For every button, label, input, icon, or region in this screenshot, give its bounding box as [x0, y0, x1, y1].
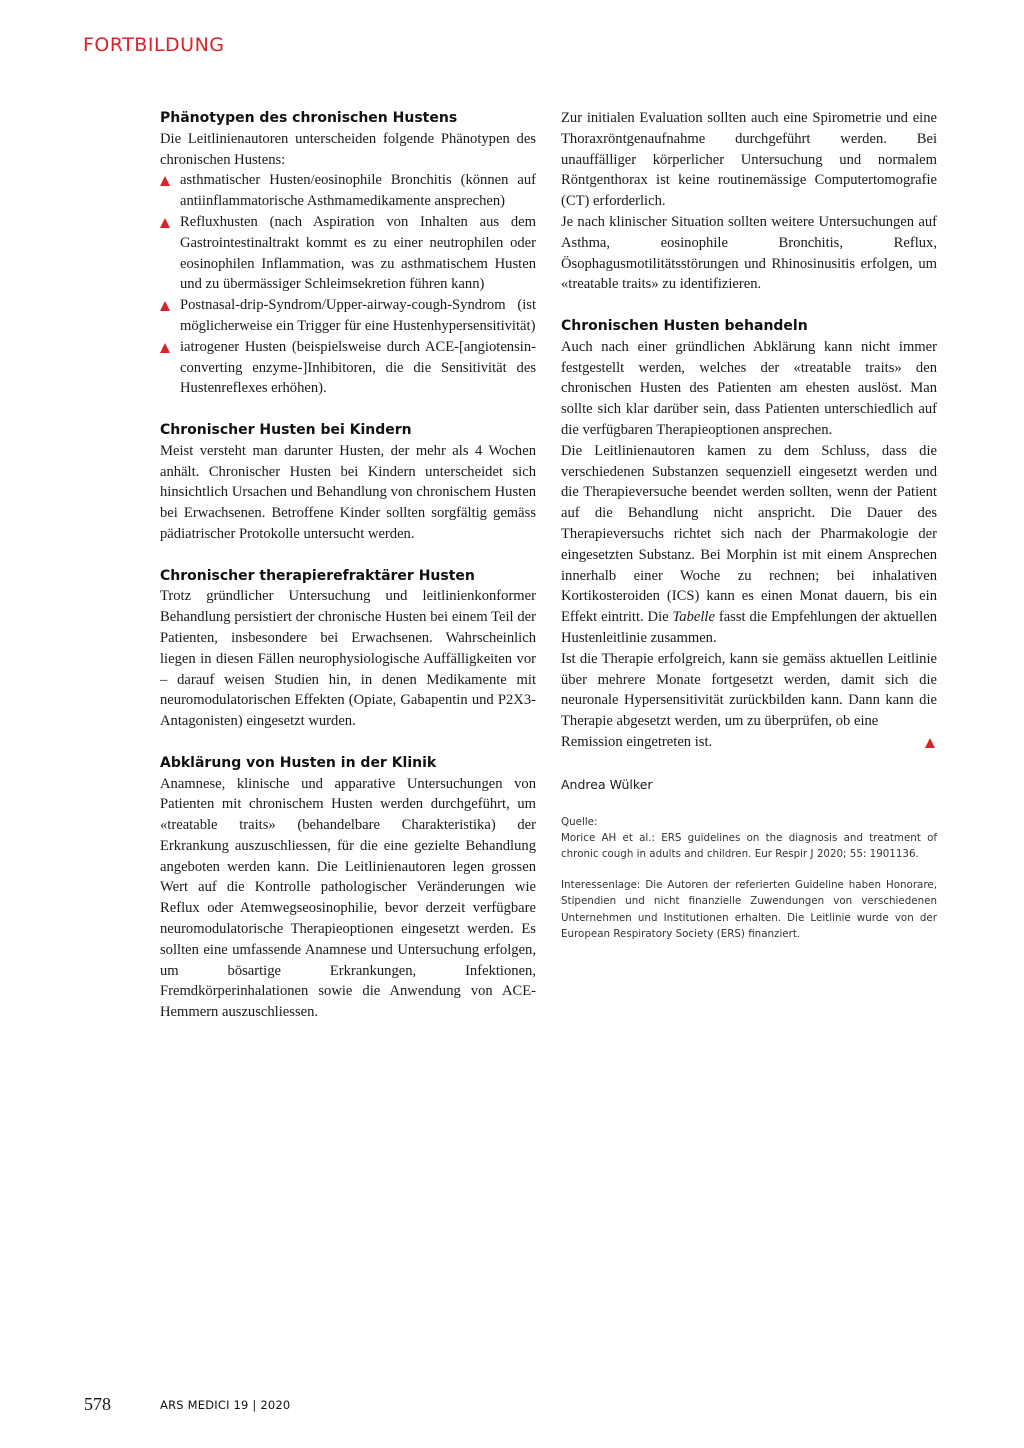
paragraph-text: Remission eingetreten ist.	[561, 733, 713, 750]
paragraph-text: Ist die Therapie erfolgreich, kann sie gemäss aktuellen Leitlinie über mehrere Monate fortgesetzt werden, damit sich die neuronale Hypersensitivität zurückbilden kann. Dann kann die Therapie abgesetzt werden, um zu überprüfen, ob eine	[561, 650, 937, 730]
triangle-bullet-icon	[160, 218, 170, 228]
source-block	[561, 814, 937, 863]
disclosure-block	[561, 877, 937, 943]
paragraph-behandeln-3	[561, 649, 937, 732]
paragraph-text: fasst die Empfehlungen der aktuellen Hustenleitlinie zusammen.	[561, 609, 937, 646]
source-text: Morice AH et al.: ERS guidelines on the diagnosis and treatment of chronic cough in adults and children. Eur Respir J 2020; 55: 1901136.	[561, 831, 937, 861]
list-item-text: iatrogener Husten (beispielsweise durch ACE-[angiotensin-converting enzyme-]Inhibitoren, die die Sensitivität des Hustenreflexes erhöhen).	[180, 338, 536, 397]
paragraph-klinik-cont-2: Je nach klinischer Situation sollten weitere Untersuchungen auf Asthma, eosinophile Bronchitis, Reflux, Ösophagusmotilitätsstörungen und Rhinosinusitis erfolgen, um «treatable traits» zu identifizieren.	[561, 213, 937, 293]
heading-kinder: Chronischer Husten bei Kindern	[160, 421, 412, 438]
source-label: Quelle:	[561, 815, 598, 828]
triangle-bullet-icon	[160, 176, 170, 186]
list-item-text: asthmatischer Husten/eosinophile Bronchitis (können auf antiinflammatorische Asthmamedikamente ansprechen)	[180, 172, 536, 210]
list-item	[160, 212, 536, 295]
heading-refraktaer: Chronischer therapierefraktärer Husten	[160, 567, 475, 584]
paragraph-kinder: Meist versteht man darunter Husten, der mehr als 4 Wochen anhält. Chronischer Husten bei Kindern unterscheidet sich hinsichtlich Ursachen und Behandlung von chronischem Husten bei Erwachsenen. Betroffene Kinder sollten sorgfältig gemäss pädiatrischer Protokolle untersucht werden.	[160, 442, 536, 542]
paragraph-behandeln-2	[561, 441, 937, 649]
paragraph-phaenotypen-intro: Die Leitlinienautoren unterscheiden folgende Phänotypen des chronischen Hustens:	[160, 130, 536, 168]
paragraph-behandeln-1: Auch nach einer gründlichen Abklärung kann nicht immer festgestellt werden, welches der «treatable traits» den chronischen Husten des Patienten am ehesten auslöst. Man sollte sich klar darüber sein, dass Patienten unterschiedlich auf die verfügbaren Therapieoptionen ansprechen.	[561, 338, 937, 438]
right-column	[561, 108, 937, 942]
triangle-bullet-icon	[160, 343, 170, 353]
section-label: FORTBILDUNG	[83, 34, 225, 56]
author-name: Andrea Wülker	[561, 776, 653, 792]
page-number: 578	[84, 1394, 111, 1414]
table-reference: Tabelle	[672, 609, 715, 626]
paragraph-klinik-cont: Zur initialen Evaluation sollten auch eine Spirometrie und eine Thoraxröntgenaufnahme durchgeführt werden. Bei unauffälliger körperlicher Untersuchung und normalem Röntgenthorax ist keine routinemässige Computertomografie (CT) erforderlich.	[561, 110, 937, 210]
list-item-text: Refluxhusten (nach Aspiration von Inhalten aus dem Gastrointestinaltrakt kommt es zu einer neutrophilen oder eosinophilen Inflammation, was zu asthmatischem Husten und zu übermässiger Schleimsekretion führen kann)	[180, 213, 536, 293]
paragraph-text: Die Leitlinienautoren kamen zu dem Schluss, dass die verschiedenen Substanzen sequenziell eingesetzt werden und die Therapieversuche beendet werden sollten, wenn der Patient auf die Behandlung nicht anspricht. Die Dauer des Therapieversuchs richtet sich nach der Pharmakologie der eingesetzten Substanz. Bei Morphin ist mit einem Ansprechen innerhalb einer Woche zu rechnen; bei inhalativen Kortikosteroiden (ICS) kann es einen Monat dauern, bis ein Effekt eintritt. Die	[561, 442, 937, 626]
paragraph-klinik: Anamnese, klinische und apparative Untersuchungen von Patienten mit chronischem Husten werden durchgeführt, um «treatable traits» (behandelbare Charakteristika) der Erkrankung auszuschliessen, für die eine gezielte Behandlung angeboten werden kann. Die Leitlinienautoren legen grossen Wert auf die Kontrolle pathologischer Veränderungen wie Reflux oder Atemwegseosinophilie, bevor derzeit verfügbare neuromodulatorische Therapieoptionen eingesetzt werden. Es sollten eine umfassende Anamnese und Untersuchung erfolgen, um bösartige Erkrankungen, Infektionen, Fremdkörperinhalationen sowie die Anwendung von ACE-Hemmern auszuschliessen.	[160, 775, 536, 1021]
disclosure-text: Interessenlage: Die Autoren der referierten Guideline haben Honorare, Stipendien und nicht finanzielle Zuwendungen von verschiedenen Unternehmen und Institutionen erhalten. Die Leitlinie wurde von der European Respiratory Society (ERS) finanziert.	[561, 878, 937, 940]
left-column	[160, 108, 536, 1023]
heading-behandeln: Chronischen Husten behandeln	[561, 317, 808, 334]
list-item	[160, 295, 536, 337]
heading-klinik: Abklärung von Husten in der Klinik	[160, 754, 437, 771]
end-of-article-triangle-icon	[925, 738, 935, 748]
triangle-bullet-icon	[160, 301, 170, 311]
paragraph-behandeln-3-end	[561, 732, 937, 753]
phenotype-list	[160, 170, 536, 399]
journal-info: ARS MEDICI 19 | 2020	[160, 1398, 291, 1412]
paragraph-refraktaer: Trotz gründlicher Untersuchung und leitlinienkonformer Behandlung persistiert der chronische Husten bei einem Teil der Patienten, insbesondere bei Erwachsenen. Wahrscheinlich liegen in diesen Fällen neurophysiologische Auffälligkeiten vor – darauf weisen Studien hin, in denen Medikamente mit neuromodulatorischen Effekten (Opiate, Gabapentin und P2X3-Antagonisten) eingesetzt wurden.	[160, 588, 536, 730]
heading-phaenotypen: Phänotypen des chronischen Hustens	[160, 110, 458, 126]
list-item	[160, 170, 536, 212]
list-item-text: Postnasal-drip-Syndrom/Upper-airway-cough-Syndrom (ist möglicherweise ein Trigger für eine Hustenhypersensitivität)	[180, 297, 536, 334]
list-item	[160, 337, 536, 399]
